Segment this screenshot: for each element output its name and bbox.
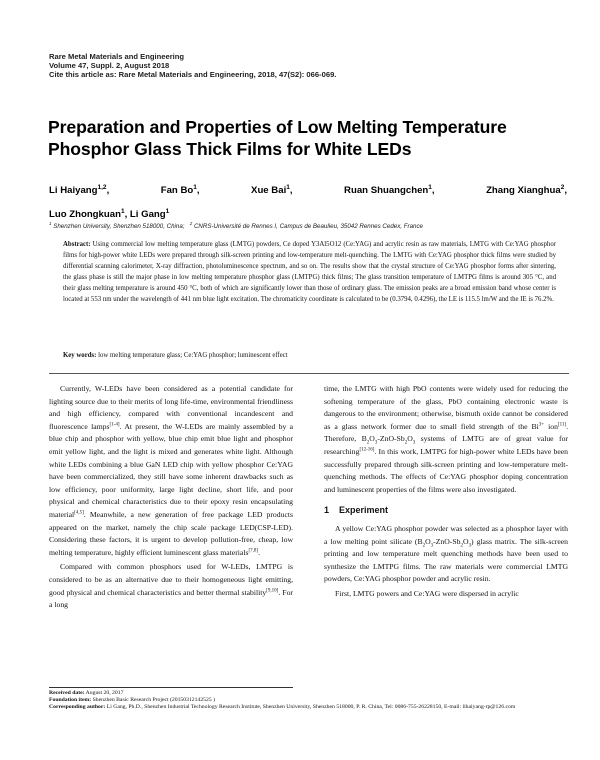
author: Ruan Shuangchen$^1$, <box>344 184 435 197</box>
keywords-text: low melting temperature glass; Ce:YAG phosphor; luminescent effect <box>96 352 288 359</box>
author-list <box>49 177 567 225</box>
paragraph: A yellow Ce:YAG phosphor powder was selected as a phosphor layer with a low melting point silicate $(B_2O_3-ZnO-Sb_2O_3)$ glass matrix. The silk-screen printing and low temperature melt quenching methods have been used to synthesize the LMTPG films. The raw materials were commercial LMTG powders, Ce:YAG phosphor powder and acrylic resin. <box>324 523 568 584</box>
affiliations: $^1$ Shenzhen University, Shenzhen 518000, China; $^2$ CNRS-Université de Rennes I, Campus de Beaulieu, 35042 Rennes Cedex, France <box>49 221 423 231</box>
abstract <box>63 240 556 305</box>
journal-name: Rare Metal Materials and Engineering <box>49 52 185 61</box>
journal-volume: Volume 47, Suppl. 2, August 2018 <box>49 61 170 71</box>
paragraph: Compared with common phosphors used for W-LEDs, LMTPG is considered to be as an alternative due to their homogeneous light emitting, good physical and chemical characteristics and better thermal stability[9,10]. For a long <box>49 562 293 610</box>
paragraph: Currently, W-LEDs have been considered as a potential candidate for lighting source due to their merits of long life-time, environmental friendliness and high efficiency, compared with conventional incandescent and fluorescence lamps[1-4]. At present, the W-LEDs are mainly assembled by a blue chip and phosphor with yellow, blue chip emit blue light and phosphor emit yellow light, and the light is mixed and generates white light. Although white LEDs combining a blue GaN LED chip with yellow phosphor Ce:YAG have been commercialized, they still have some inherent drawbacks such as low efficiency, poor uniformity, large light decline, short life, and poor physical and chemical characteristics due to their epoxy resin encapsulating material[4,5]. Meanwhile, a new generation of free package LED products appeared on the market, namely the chip scale package LED(CSP-LED). Considering these factors, it is urgent to develop pollution-free, cheap, low melting temperature, highly efficient luminescent glass materials[7,8]. <box>49 384 293 557</box>
journal-header <box>49 52 336 80</box>
footnotes <box>49 690 569 711</box>
body-column-left <box>49 383 293 612</box>
body-column-right <box>324 383 568 601</box>
corresponding-author: Corresponding author: Li Gang, Ph.D., Shenzhen Industrial Technology Research Institute, Shenzhen University, Shenzhen 518000, P. R. China, Tel: 0086-755-26228150, E-mail: lihaiyang-rp@126.com <box>49 704 516 710</box>
author: Xue Bai$^1$, <box>251 184 293 197</box>
author: Luo Zhongkuan$^1$, <box>49 208 128 221</box>
received-date: Received date: August 20, 2017 <box>49 690 124 696</box>
abstract-text: Using commercial low melting temperature glass (LMTG) powders, Ce doped Y3Al5O12 (Ce:YAG) and acrylic resin as raw materials, LMTG with Ce:YAG phosphor films for high-power white LEDs were prepared through silk-screen printing and low-temperature melt-quenching. The LMTG with Ce:YAG phosphor thick films were studied by differential scanning calorimeter, X-ray diffraction, photoluminescence spectrum, and so on. The results show that the crystal structure of Ce:YAG phosphor forms after sintering, the glass phase is still the major phase in low melting temperature phosphor glass (LMTPG) thick films; The glass transition temperature of LMTPG films is around 305 °C, and their glass melting temperature is around 450 °C, both of which are significantly lower than those of ordinary glass. The emission peaks are a broad emission band whose center is located at 553 nm under the wavelength of 441 nm blue light excitation. The chromaticity coordinate is calculated to be (0.3794, 0.4296), the LE is 115.5 lm/W and the IE is 76.2%. <box>63 241 556 303</box>
author: Zhang Xianghua$^2$, <box>486 184 567 197</box>
author: Fan Bo$^1$, <box>160 184 200 197</box>
paper-title: Preparation and Properties of Low Melting Temperature Phosphor Glass Thick Films for White LEDs <box>48 117 507 159</box>
citation-line: Cite this article as: Rare Metal Materials and Engineering, 2018, 47(S2): 066-069. <box>49 70 337 80</box>
author: Li Gang$^1$ <box>129 208 170 221</box>
section-heading: 1 Experiment <box>324 505 389 516</box>
section-divider <box>49 373 569 374</box>
foundation-item: Foundation item: Shenzhen Basic Research Project (20150312142525 ) <box>49 697 216 703</box>
paragraph: time, the LMTG with high PbO contents were widely used for reducing the softening temperature of the glass, PbO containing electronic waste is dangerous to the environment; otherwise, bismuth oxide cannot be considered as a glass network former due to small field strength of the $Bi^{3+}$ ion[11]. Therefore, $B_2O_3-ZnO-Sb_2O_3$ systems of LMTG are of great value for researching[12-16]. In this work, LMTPG for high-power white LEDs have been successfully prepared through silk-screen printing and low-temperature melt-quenching methods. The effects of Ce:YAG phosphor doping concentration and luminescent properties of the films were also investigated. <box>324 384 568 494</box>
footnote-divider <box>49 687 293 688</box>
author: Li Haiyang$^{1,2}$, <box>49 184 110 197</box>
keywords-label: Key words: <box>63 352 97 359</box>
keywords <box>63 351 556 361</box>
paragraph: First, LMTG powers and Ce:YAG were dispersed in acrylic <box>335 588 519 598</box>
abstract-label: Abstract: <box>63 241 91 248</box>
